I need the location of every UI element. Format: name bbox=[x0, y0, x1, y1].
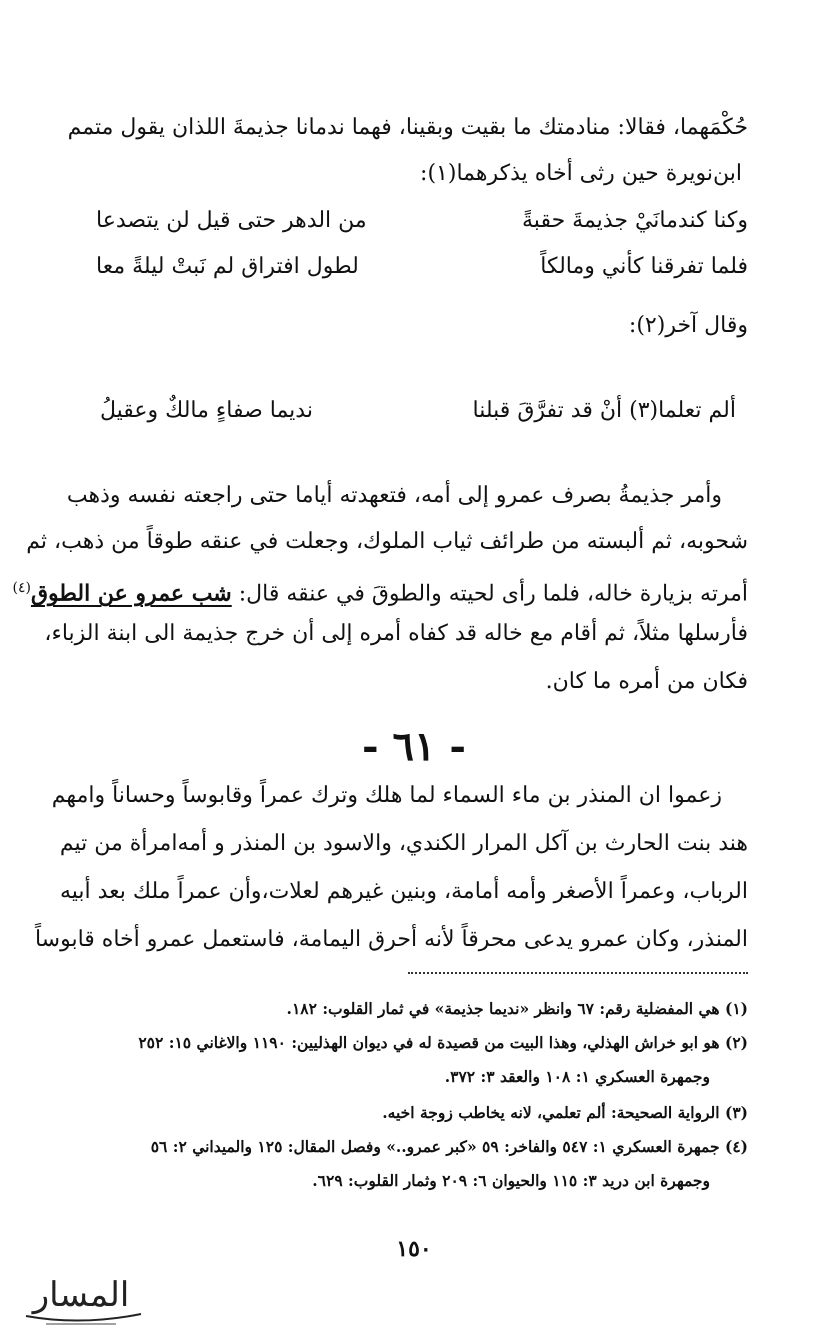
section-number: - ٦١ - bbox=[361, 723, 467, 770]
library-stamp-logo bbox=[6, 1268, 156, 1334]
para1-line-3 bbox=[12, 566, 748, 616]
verse-2-second-hemistich: لطول افتراق لم نَبتْ ليلةً معا bbox=[96, 253, 359, 279]
verse-2 bbox=[96, 244, 748, 288]
footnote-4-continued: وجمهرة ابن دريد ٣: ١١٥ والحيوان ٦: ٢٠٩ وثمار القلوب: ٦٢٩. bbox=[312, 1171, 710, 1190]
body-line-2: ابن‌نويرة حين رثى أخاه يذكرهما(١): bbox=[420, 161, 742, 186]
footnote-2: (٢) هو ابو خراش الهذلي، وهذا البيت من قصيدة له في ديوان الهذليين: ١١٩٠ والاغاني ١٥: ٢٥٢ bbox=[138, 1033, 748, 1052]
verse-3-second-hemistich: نديما صفاءٍ مالكٌ وعقيلُ bbox=[100, 397, 313, 423]
verse-1-first-hemistich: وكنا كندمانَيْ جذيمةَ حقبةً bbox=[522, 207, 748, 233]
verse-1 bbox=[96, 198, 748, 242]
para2-line-3: الرباب، وعمراً الأصغر وأمه أمامة، وبنين غيرهم لعلات،وأن عمراً ملك بعد أبيه bbox=[59, 879, 748, 904]
para2-line-1: زعموا ان المنذر بن ماء السماء لما هلك وترك عمراً وقابوساً وحساناً وامهم bbox=[51, 783, 722, 808]
para1-line-4: فأرسلها مثلاً، ثم أقام مع خاله قد كفاه أمره إلى أن خرج جذيمة الى ابنة الزباء، bbox=[44, 621, 748, 646]
intro-verse-3: وقال آخر(٢): bbox=[628, 313, 748, 338]
verse-3 bbox=[100, 388, 736, 432]
para1-line-3-text: أمرته بزيارة خاله، فلما رأى لحيته والطوقَ في عنقه قال: bbox=[231, 581, 748, 607]
para2-line-4: المنذر، وكان عمرو يدعى محرقاً لأنه أحرق اليمامة، فاستعمل عمرو أخاه قابوساً bbox=[34, 927, 748, 952]
footnote-4: (٤) جمهرة العسكري ١: ٥٤٧ والفاخر: ٥٩ «كبر عمرو..» وفصل المقال: ١٢٥ والميداني ٢: ٥٦ bbox=[150, 1137, 748, 1156]
verse-2-first-hemistich: فلما تفرقنا كأني ومالكاً bbox=[540, 253, 748, 279]
footnote-2-continued: وجمهرة العسكري ١: ١٠٨ والعقد ٣: ٣٧٢. bbox=[444, 1067, 710, 1086]
proverb-underlined: شب عمرو عن الطوق bbox=[30, 580, 232, 607]
para1-line-1: وأمر جذيمةُ بصرف عمرو إلى أمه، فتعهدته أياما حتى راجعته نفسه وذهب bbox=[66, 483, 722, 508]
page-number: ١٥٠ bbox=[396, 1236, 432, 1262]
footnote-ref-4: (٤) bbox=[12, 580, 31, 596]
footnote-1: (١) هي المفضلية رقم: ٦٧ وانظر «نديما جذيمة» في ثمار القلوب: ١٨٢. bbox=[286, 999, 748, 1018]
para1-line-2: شحوبه، ثم ألبسته من طرائف ثياب الملوك، وجعلت في عنقه طوقاً من ذهب، ثم bbox=[26, 529, 748, 554]
para2-line-2: هند بنت الحارث بن آكل المرار الكندي، والاسود بن المنذر و أمه‌امرأة من تيم bbox=[59, 831, 748, 856]
verse-3-first-hemistich: ألم تعلما(٣) أنْ قد تفرَّقَ قبلنا bbox=[472, 397, 736, 423]
stamp-lettering: المسار bbox=[32, 1275, 130, 1315]
footnote-3: (٣) الرواية الصحيحة: ألم تعلمي، لانه يخاطب زوجة اخيه. bbox=[382, 1103, 748, 1122]
body-line-1: حُكْمَهما، فقالا: منادمتك ما بقيت وبقينا، فهما ندمانا جذيمةَ اللذان يقول متمم bbox=[67, 115, 748, 140]
verse-1-second-hemistich: من الدهر حتى قيل لن يتصدعا bbox=[96, 207, 367, 233]
footnote-divider bbox=[408, 972, 748, 974]
para1-line-5: فكان من أمره ما كان. bbox=[545, 669, 748, 694]
